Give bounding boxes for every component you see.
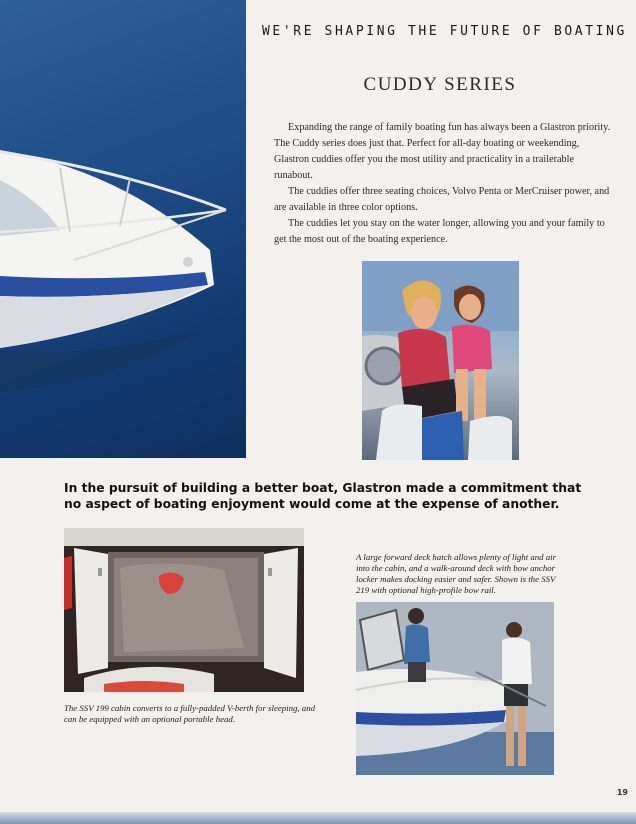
intro-paragraph-3: The cuddies let you stay on the water longer, allowing you and your family to get the most out of the boating experience.: [274, 218, 605, 245]
hatch-photo: [356, 602, 554, 775]
headline: In the pursuit of building a better boat, Glastron made a commitment that no aspect of boating enjoyment would come at the expense of another.: [64, 481, 582, 511]
hatch-caption: A large forward deck hatch allows plenty of light and air into the cabin, and a walk-around deck with bow anchor locker makes docking easier and safer. Shown is the SSV 219 with optional high-profile bow rail.: [356, 552, 557, 595]
intro-paragraph-2: The cuddies offer three seating choices, Volvo Penta or MerCruiser power, and are available in three color options.: [274, 186, 610, 213]
cabin-photo: [64, 528, 304, 692]
tagline: WE'RE SHAPING THE FUTURE OF BOATING: [262, 24, 627, 39]
bow-photo: [0, 0, 246, 458]
series-title: CUDDY SERIES: [363, 74, 517, 95]
intro-text: [274, 120, 612, 248]
page-number: 19: [616, 788, 628, 797]
family-photo: [362, 261, 519, 460]
cabin-caption: The SSV 199 cabin converts to a fully-padded V-berth for sleeping, and can be equipped with an optional portable head.: [64, 703, 316, 724]
intro-paragraph-1: Expanding the range of family boating fun has always been a Glastron priority. The Cuddy series does just that. Perfect for all-day boating or weekending, Glastron cuddies offer you the most utility and practicality in a trailerable runabout.: [274, 122, 611, 181]
bottom-color-band: [0, 812, 636, 824]
